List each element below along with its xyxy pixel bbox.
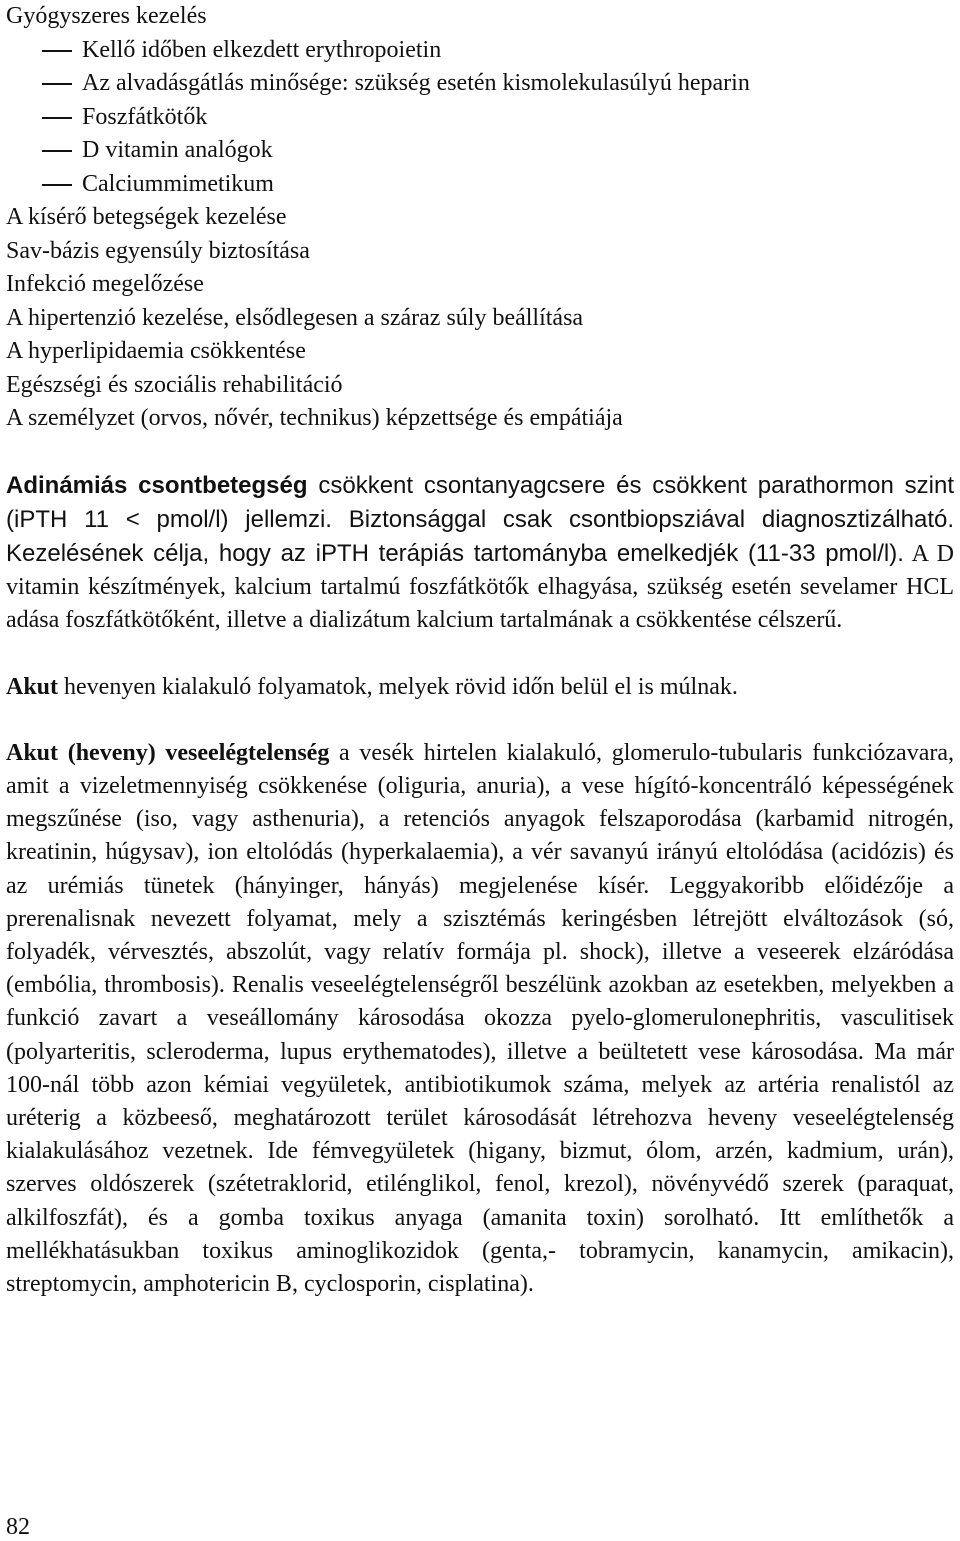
adinamias-term: Adinámiás csontbetegség	[6, 471, 308, 499]
adinamias-paragraph	[6, 469, 954, 638]
dash-item-text: Kellő időben elkezdett erythropoietin	[82, 36, 442, 63]
dash-item-text: Calciummimetikum	[82, 170, 274, 197]
akut-paragraph	[6, 671, 954, 704]
akut-veseelegtelenseg-term: Akut (heveny) veseelégtelenség	[6, 739, 330, 766]
adinamias-text-2: A D vitamin készítmények, kalcium tartalmú foszfátkötők elhagyása, szükség esetén sevelamer HCL adása foszfátkötőként, illetve a dializátum kalcium tartalmának a csökkentése célszerű.	[6, 540, 954, 634]
dash-bullet-icon	[42, 117, 72, 119]
dash-item-text: Az alvadásgátlás minősége: szükség esetén kismolekulasúlyú heparin	[82, 70, 750, 96]
page-number: 82	[6, 1514, 30, 1540]
list-item: A hyperlipidaemia csökkentése	[6, 338, 306, 364]
dash-bullet-icon	[42, 150, 72, 152]
dash-bullet-icon	[42, 50, 72, 52]
list-item: Infekció megelőzése	[6, 271, 204, 297]
dash-list-item	[6, 134, 954, 168]
list-item: Egészségi és szociális rehabilitáció	[6, 371, 343, 398]
dash-item-text: D vitamin analógok	[82, 137, 273, 163]
akut-veseelegtelenseg-text-4: Ma már 100-nál több azon kémiai vegyületek, antibiotikumok száma, melyek az artéria renalistól az uréterig a közbeeső, meghatározott terület károsodását létrehozva heveny veseelégtelenség kialakulásához vezetnek.	[6, 1038, 954, 1165]
akut-veseelegtelenseg-text-3: Renalis veseelégtelenségről beszélünk azokban az esetekben, melyekben a funkció zavart a veseállomány károsodása okozza pyelo-glomerulonephritis, vasculitisek (polyarteritis, scleroderma, lupus erythematodes), illetve a beültetett vese károsodása.	[6, 972, 955, 1065]
dash-bullet-icon	[42, 83, 72, 85]
dash-list-item	[6, 67, 954, 101]
list-item: A hipertenzió kezelése, elsődlegesen a száraz súly beállítása	[6, 304, 584, 331]
akut-veseelegtelenseg-text-2: Leggyakoribb előidézője a prerenalisnak nevezett folyamat, mely a szisztémás keringésben létrejött elváltozások (só, folyadék, vérvesztés, abszolút, vagy relatív formája pl. shock), illetve a veseerek elzáródása (embólia, thrombosis).	[6, 872, 955, 999]
dash-list-item	[6, 34, 954, 68]
list-item: A személyzet (orvos, nővér, technikus) képzettsége és empátiája	[6, 405, 623, 431]
akut-veseelegtelenseg-paragraph	[6, 737, 954, 1301]
paragraph-spacer	[6, 638, 954, 671]
dash-item-text: Foszfátkötők	[82, 103, 208, 130]
list-item: Sav-bázis egyensúly biztosítása	[6, 237, 310, 264]
paragraph-spacer	[6, 704, 954, 737]
dash-list-item	[6, 168, 954, 202]
dash-bullet-icon	[42, 184, 72, 186]
document-page	[6, 0, 954, 1301]
paragraph-spacer	[6, 436, 954, 469]
akut-veseelegtelenseg-text-5: Ide fémvegyületek (higany, bizmut, ólom, arzén, kadmium, urán), szerves oldószerek (szétetraklorid, etilénglikol, fenol, krezol), növényvédő szerek (paraquat, alkilfoszfát), és a gomba toxikus anyaga (amanita toxin) sorolható.	[6, 1138, 954, 1231]
dash-list-item	[6, 101, 954, 135]
akut-term: Akut	[6, 673, 59, 700]
akut-veseelegtelenseg-text: a vesék hirtelen kialakuló, glomerulo-tubularis funkciózavara, amit a vizeletmennyiség csökkenése (oliguria, anuria), a vese hígító-koncentráló képességének megszűnése (iso, vagy asthenuria), a retenciós anyagok felszaporodása (karbamid nitrogén, kreatinin, húgysav), ion eltolódás (hyperkalaemia), a vér savanyú irányú eltolódása (acidózis) és az urémiás tünetek (hányinger, hányás) megjelenése kísér.	[6, 739, 954, 899]
section-title: Gyógyszeres kezelés	[6, 3, 207, 29]
adinamias-text: csökkent csontanyagcsere és csökkent parathormon szint (iPTH 11 < pmol/l) jellemzi. Biztonsággal csak csontbiopsziával diagnosztizálható. Kezelésének célja, hogy az iPTH terápiás tartományba emelkedjék (11-33 pmol/l).	[6, 471, 954, 567]
akut-text: hevenyen kialakuló folyamatok, melyek rövid időn belül el is múlnak.	[58, 673, 738, 700]
akut-veseelegtelenseg-text-6: Itt említhetők a mellékhatásukban toxikus aminoglikozidok (genta,- tobramycin, kanamycin, amikacin), streptomycin, amphotericin B, cyclosporin, cisplatina).	[6, 1204, 954, 1297]
list-item: A kísérő betegségek kezelése	[6, 204, 287, 230]
